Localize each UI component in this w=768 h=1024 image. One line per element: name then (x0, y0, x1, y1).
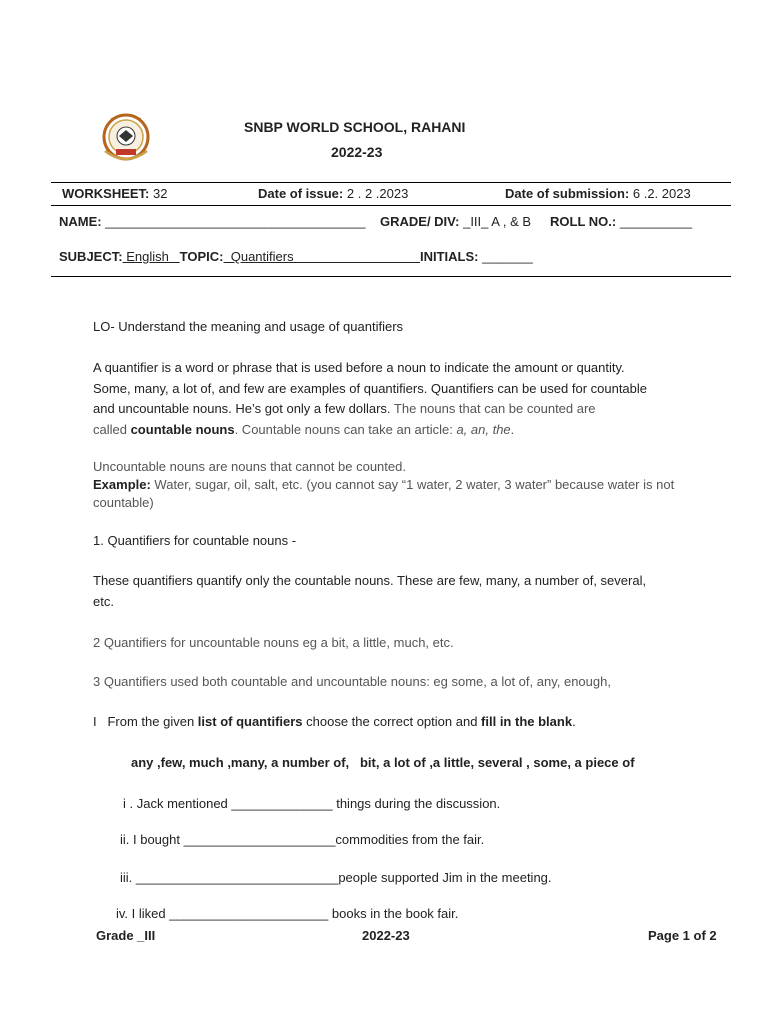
example-text: Water, sugar, oil, salt, etc. (you cannot say “1 water, 2 water, 3 water” because water is not (150, 477, 675, 492)
instruction-d: fill in the blank (481, 714, 573, 729)
countable-desc-line-2: etc. (93, 593, 114, 609)
question-1[interactable]: i . Jack mentioned ______________ things during the discussion. (123, 796, 501, 811)
date-submission-value: 6 .2. 2023 (632, 186, 691, 201)
roll-no-field[interactable] (550, 214, 692, 229)
definition-line-3b: The nouns that can be counted are (390, 401, 596, 416)
worksheet-value: 32 (153, 186, 168, 201)
footer-grade: Grade _III (96, 928, 156, 943)
date-of-submission (505, 186, 691, 201)
learning-objective: LO- Understand the meaning and usage of quantifiers (93, 319, 404, 334)
roll-blank[interactable]: __________ (619, 214, 693, 229)
topic-label: TOPIC: (179, 249, 224, 264)
definition-line-4 (93, 420, 733, 441)
date-issue-value: 2 . 2 .2023 (346, 186, 409, 201)
definition-line-1: A quantifier is a word or phrase that is used before a noun to indicate the amount or quantity. (93, 360, 625, 375)
section-heading-1: 1. Quantifiers for countable nouns - (93, 533, 297, 548)
instruction-b: list of quantifiers (197, 714, 303, 729)
countable-desc-line-1: These quantifiers quantify only the countable nouns. These are few, many, a number of, several, (93, 573, 647, 588)
date-of-issue (258, 186, 408, 201)
exercise-instruction (93, 714, 576, 729)
initials-blank[interactable]: _______ (482, 249, 533, 264)
example-label: Example: (93, 477, 151, 492)
uncountable-line: Uncountable nouns are nouns that cannot be counted. (93, 459, 406, 474)
instruction-e: . (572, 714, 576, 729)
name-field[interactable] (59, 214, 366, 229)
school-logo (99, 111, 153, 163)
quantifier-definition (93, 358, 733, 440)
topic-value: Quantifiers (223, 249, 420, 264)
worksheet-label: WORKSHEET: (62, 186, 150, 201)
date-issue-label: Date of issue: (258, 186, 344, 201)
definition-line-4e: . (510, 421, 515, 437)
instruction-c: choose the correct option and (302, 714, 482, 729)
subject-topic-row (59, 249, 533, 264)
section-heading-3: 3 Quantifiers used both countable and uncountable nouns: eg some, a lot of, any, enough, (93, 674, 611, 689)
name-label: NAME: (59, 214, 102, 229)
subject-label: SUBJECT: (59, 249, 123, 264)
worksheet-number (62, 186, 167, 201)
countable-nouns-term: countable nouns (130, 421, 235, 437)
definition-line-3 (93, 399, 733, 420)
question-4[interactable]: iv. I liked ______________________ books in the book fair. (116, 906, 459, 921)
instruction-a: From the given (107, 714, 198, 729)
footer-page-number: Page 1 of 2 (648, 928, 717, 943)
grade-div-field (380, 214, 531, 229)
definition-line-4a: called (93, 421, 131, 437)
top-rule (51, 182, 731, 183)
footer-year: 2022-23 (362, 928, 410, 943)
example-line (93, 476, 733, 494)
date-submission-label: Date of submission: (505, 186, 630, 201)
question-3[interactable]: iii. ____________________________people supported Jim in the meeting. (120, 870, 552, 885)
header-bottom-rule (51, 276, 731, 277)
exercise-number: I (93, 714, 97, 729)
name-blank[interactable]: ____________________________________ (105, 214, 366, 229)
question-2[interactable]: ii. I bought _____________________commodities from the fair. (120, 832, 485, 847)
section-heading-2: 2 Quantifiers for uncountable nouns eg a bit, a little, much, etc. (93, 635, 454, 650)
school-name: SNBP WORLD SCHOOL, RAHANI (244, 119, 466, 135)
subject-value: English (122, 249, 180, 264)
academic-year: 2022-23 (331, 144, 383, 160)
grade-label: GRADE/ DIV: (380, 214, 460, 229)
uncountable-paragraph (93, 458, 733, 512)
initials-label: INITIALS: (420, 249, 479, 264)
grade-value: _III_ A , & B (463, 214, 532, 229)
definition-line-4c: . Countable nouns can take an article: (234, 421, 457, 437)
countable-description (93, 571, 733, 612)
quantifier-word-list: any ,few, much ,many, a number of, bit, a lot of ,a little, several , some, a piece of (131, 755, 635, 770)
meta-rule (51, 205, 731, 206)
roll-label: ROLL NO.: (550, 214, 617, 229)
articles-text: a, an, the (456, 421, 511, 437)
example-line-2: countable) (93, 495, 154, 510)
definition-line-3a: and uncountable nouns. He’s got only a few dollars. (93, 401, 391, 416)
definition-line-2: Some, many, a lot of, and few are examples of quantifiers. Quantifiers can be used for countable (93, 380, 648, 396)
